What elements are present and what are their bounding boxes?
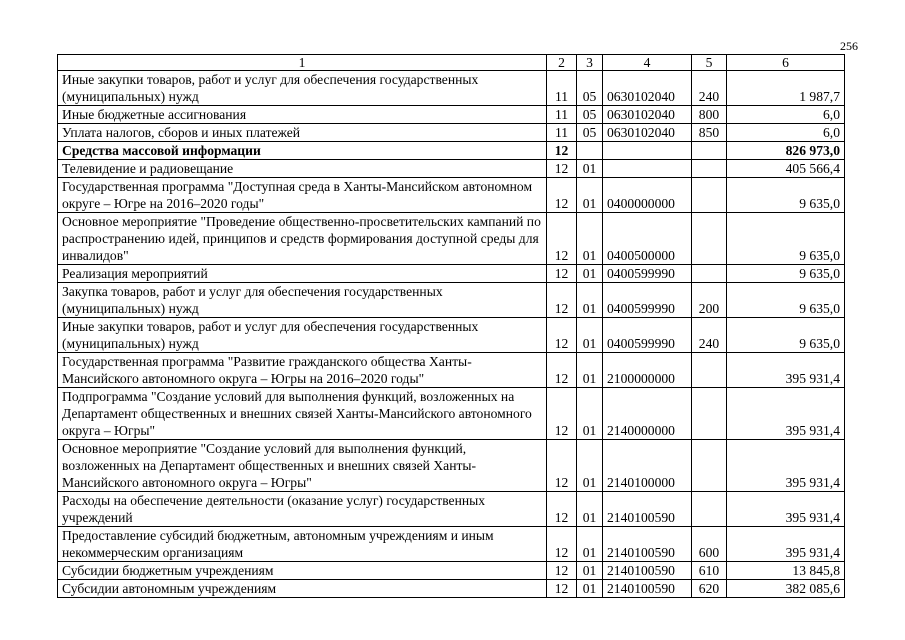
- header-col-3: 3: [577, 55, 603, 71]
- row-amount: 6,0: [727, 124, 845, 142]
- row-expense-type: [692, 178, 727, 213]
- header-col-4: 4: [603, 55, 692, 71]
- table-header: [58, 55, 845, 71]
- row-name: Закупка товаров, работ и услуг для обеспечения государственных (муниципальных) нужд: [58, 283, 547, 318]
- row-subsection: 05: [577, 71, 603, 106]
- row-subsection: 01: [577, 213, 603, 265]
- row-expense-type: 610: [692, 562, 727, 580]
- row-subsection: 01: [577, 580, 603, 598]
- row-amount: 13 845,8: [727, 562, 845, 580]
- row-expense-type: 240: [692, 71, 727, 106]
- row-target-article: 2140100590: [603, 580, 692, 598]
- table-row: [58, 213, 845, 265]
- row-name: Предоставление субсидий бюджетным, автономным учреждениям и иным некоммерческим организациям: [58, 527, 547, 562]
- row-target-article: 0400599990: [603, 265, 692, 283]
- row-section: 12: [547, 142, 577, 160]
- table-row: [58, 283, 845, 318]
- row-name: Подпрограмма "Создание условий для выполнения функций, возложенных на Департамент общественных и внешних связей Ханты-Мансийского автономного округа – Югры": [58, 388, 547, 440]
- row-section: 12: [547, 160, 577, 178]
- row-name: Средства массовой информации: [58, 142, 547, 160]
- row-target-article: 0630102040: [603, 71, 692, 106]
- row-section: 12: [547, 178, 577, 213]
- table-row: [58, 388, 845, 440]
- row-amount: 405 566,4: [727, 160, 845, 178]
- row-expense-type: 600: [692, 527, 727, 562]
- row-section: 12: [547, 283, 577, 318]
- row-amount: 9 635,0: [727, 283, 845, 318]
- row-name: Иные закупки товаров, работ и услуг для обеспечения государственных (муниципальных) нужд: [58, 71, 547, 106]
- row-amount: 9 635,0: [727, 318, 845, 353]
- table-row: [58, 265, 845, 283]
- row-section: 12: [547, 265, 577, 283]
- row-name: Расходы на обеспечение деятельности (оказание услуг) государственных учреждений: [58, 492, 547, 527]
- row-amount: 9 635,0: [727, 265, 845, 283]
- row-target-article: 0400500000: [603, 213, 692, 265]
- row-target-article: [603, 142, 692, 160]
- row-target-article: 2140100590: [603, 562, 692, 580]
- table-row: [58, 527, 845, 562]
- table-row: [58, 318, 845, 353]
- table-row: [58, 562, 845, 580]
- row-target-article: 2140100590: [603, 527, 692, 562]
- row-target-article: 0630102040: [603, 124, 692, 142]
- row-amount: 395 931,4: [727, 353, 845, 388]
- row-subsection: 01: [577, 283, 603, 318]
- row-section: 12: [547, 213, 577, 265]
- row-name: Иные бюджетные ассигнования: [58, 106, 547, 124]
- row-amount: 395 931,4: [727, 440, 845, 492]
- row-subsection: 01: [577, 388, 603, 440]
- row-amount: 6,0: [727, 106, 845, 124]
- row-expense-type: [692, 440, 727, 492]
- row-subsection: 01: [577, 527, 603, 562]
- header-col-1: 1: [58, 55, 547, 71]
- row-subsection: 01: [577, 353, 603, 388]
- row-name: Субсидии автономным учреждениям: [58, 580, 547, 598]
- row-amount: 1 987,7: [727, 71, 845, 106]
- row-subsection: 01: [577, 178, 603, 213]
- row-expense-type: [692, 388, 727, 440]
- row-name: Основное мероприятие "Проведение общественно-просветительских кампаний по распространению идей, принципов и средств формирования доступной среды для инвалидов": [58, 213, 547, 265]
- row-name: Телевидение и радиовещание: [58, 160, 547, 178]
- row-section: 11: [547, 106, 577, 124]
- row-expense-type: [692, 160, 727, 178]
- row-name: Основное мероприятие "Создание условий для выполнения функций, возложенных на Департамент общественных и внешних связей Ханты-Мансийского автономного округа – Югры": [58, 440, 547, 492]
- table-row: [58, 106, 845, 124]
- header-col-6: 6: [727, 55, 845, 71]
- row-subsection: [577, 142, 603, 160]
- row-section: 11: [547, 124, 577, 142]
- row-subsection: 05: [577, 124, 603, 142]
- row-target-article: [603, 160, 692, 178]
- table-row: [58, 71, 845, 106]
- table-row: [58, 160, 845, 178]
- row-amount: 9 635,0: [727, 213, 845, 265]
- row-section: 12: [547, 318, 577, 353]
- row-target-article: 2140100590: [603, 492, 692, 527]
- budget-table: [57, 54, 845, 598]
- table-row: [58, 353, 845, 388]
- row-section: 12: [547, 353, 577, 388]
- row-target-article: 2140000000: [603, 388, 692, 440]
- row-expense-type: [692, 265, 727, 283]
- row-name: Реализация мероприятий: [58, 265, 547, 283]
- row-target-article: 0400599990: [603, 283, 692, 318]
- table-row: [58, 492, 845, 527]
- row-target-article: 2140100000: [603, 440, 692, 492]
- row-expense-type: 850: [692, 124, 727, 142]
- row-name: Иные закупки товаров, работ и услуг для обеспечения государственных (муниципальных) нужд: [58, 318, 547, 353]
- table-row: [58, 440, 845, 492]
- row-amount: 395 931,4: [727, 388, 845, 440]
- row-name: Уплата налогов, сборов и иных платежей: [58, 124, 547, 142]
- row-subsection: 01: [577, 492, 603, 527]
- row-expense-type: 620: [692, 580, 727, 598]
- row-name: Субсидии бюджетным учреждениям: [58, 562, 547, 580]
- row-amount: 826 973,0: [727, 142, 845, 160]
- row-target-article: 2100000000: [603, 353, 692, 388]
- row-section: 12: [547, 492, 577, 527]
- row-subsection: 01: [577, 440, 603, 492]
- row-section: 12: [547, 388, 577, 440]
- table-row: [58, 124, 845, 142]
- table-row: [58, 580, 845, 598]
- row-name: Государственная программа "Доступная среда в Ханты-Мансийском автономном округе – Югре на 2016–2020 годы": [58, 178, 547, 213]
- table-row: [58, 142, 845, 160]
- row-name: Государственная программа "Развитие гражданского общества Ханты-Мансийского автономного округа – Югры на 2016–2020 годы": [58, 353, 547, 388]
- row-section: 11: [547, 71, 577, 106]
- row-target-article: 0400599990: [603, 318, 692, 353]
- row-subsection: 01: [577, 160, 603, 178]
- row-amount: 382 085,6: [727, 580, 845, 598]
- row-expense-type: 200: [692, 283, 727, 318]
- header-col-2: 2: [547, 55, 577, 71]
- row-target-article: 0630102040: [603, 106, 692, 124]
- row-subsection: 01: [577, 562, 603, 580]
- table-row: [58, 178, 845, 213]
- row-amount: 395 931,4: [727, 492, 845, 527]
- header-col-5: 5: [692, 55, 727, 71]
- row-subsection: 05: [577, 106, 603, 124]
- row-amount: 9 635,0: [727, 178, 845, 213]
- table-body: [58, 71, 845, 598]
- row-section: 12: [547, 440, 577, 492]
- page-number: 256: [840, 39, 858, 53]
- row-expense-type: [692, 492, 727, 527]
- row-subsection: 01: [577, 265, 603, 283]
- row-amount: 395 931,4: [727, 527, 845, 562]
- row-expense-type: [692, 142, 727, 160]
- row-expense-type: 240: [692, 318, 727, 353]
- row-expense-type: 800: [692, 106, 727, 124]
- row-expense-type: [692, 213, 727, 265]
- row-target-article: 0400000000: [603, 178, 692, 213]
- row-subsection: 01: [577, 318, 603, 353]
- row-section: 12: [547, 580, 577, 598]
- row-expense-type: [692, 353, 727, 388]
- row-section: 12: [547, 527, 577, 562]
- row-section: 12: [547, 562, 577, 580]
